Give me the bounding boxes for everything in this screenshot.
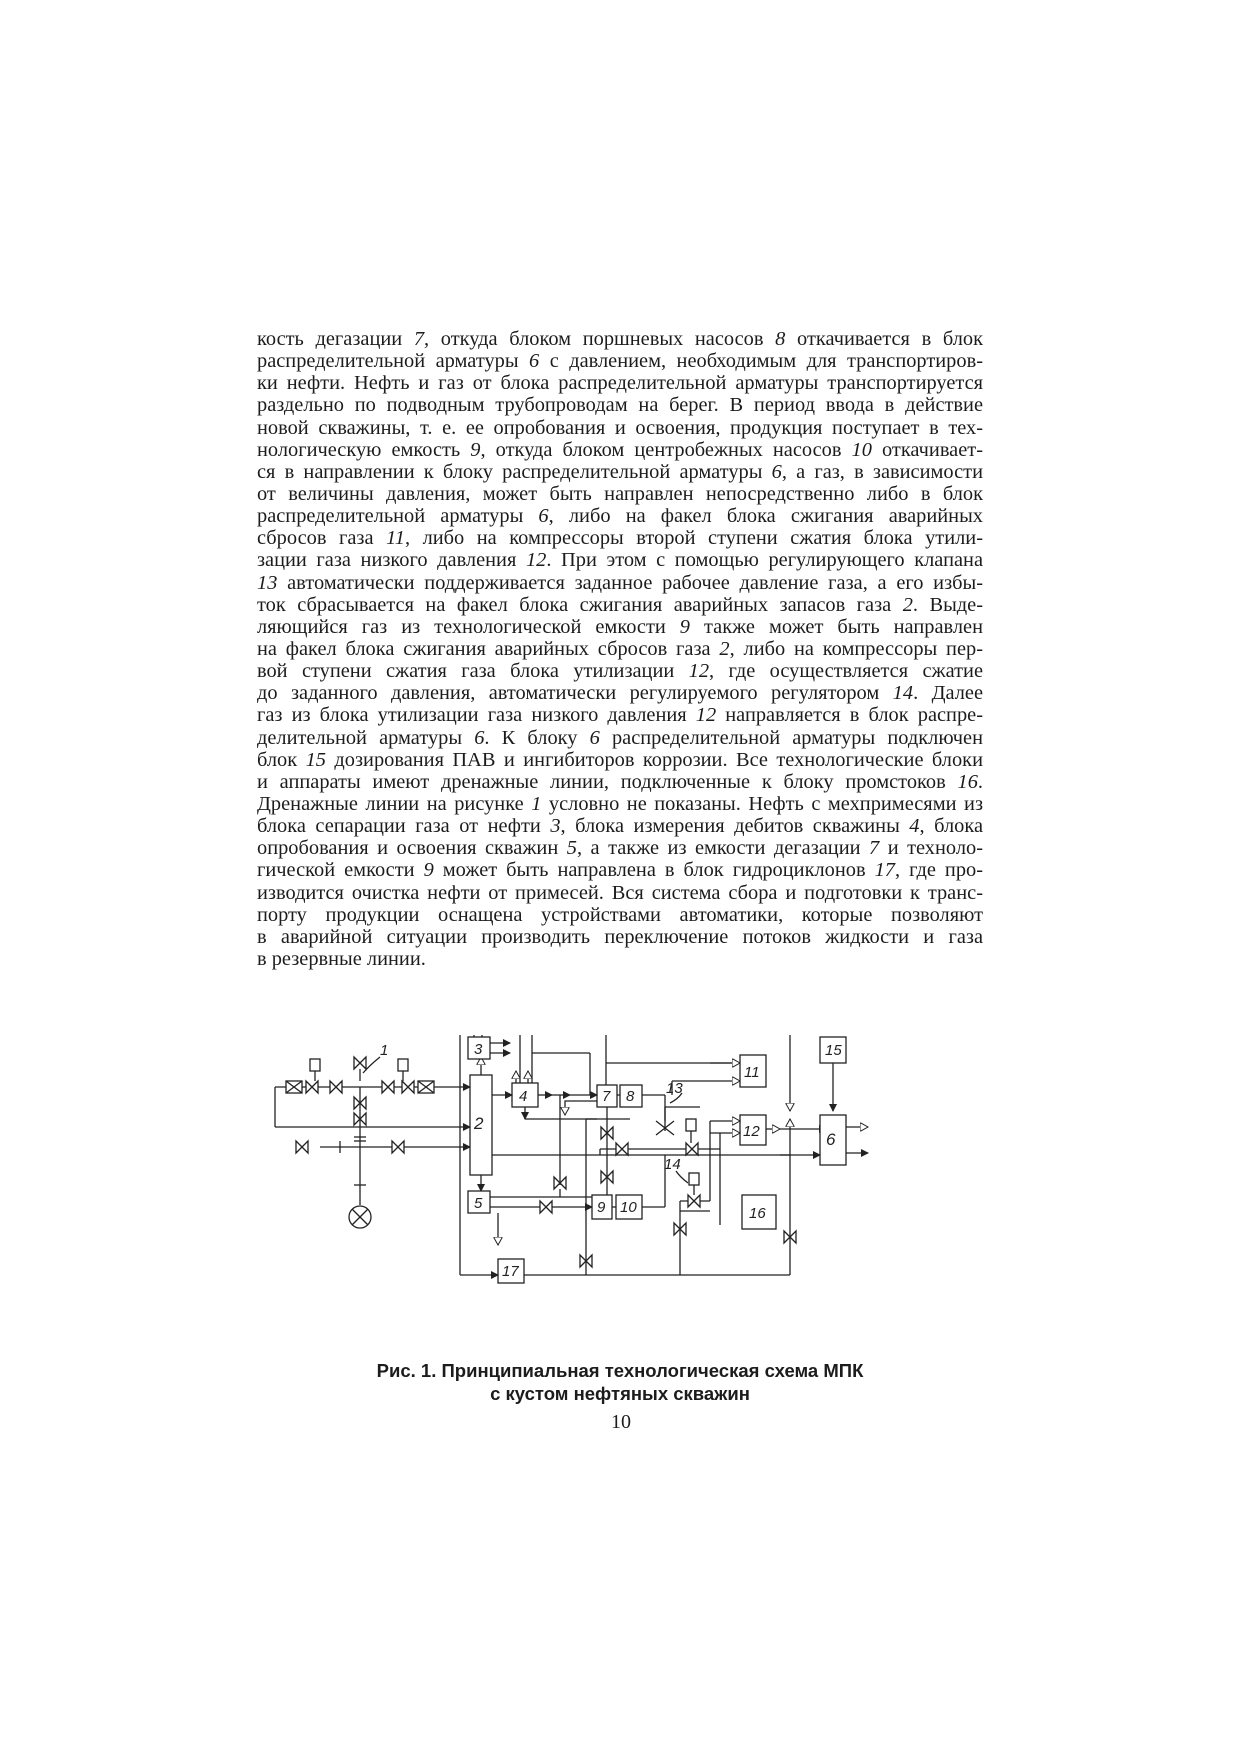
text-line: блок 15 дозирования ПАВ и ингибиторов коррозии. Все технологические блоки (257, 748, 983, 771)
label-1: 1 (380, 1042, 389, 1059)
text-line: ся в направлении к блоку распределительной арматуры 6, а газ, в зависимости (257, 460, 983, 483)
text-line: в резервные линии. (257, 947, 426, 970)
text-line: блока сепарации газа от нефти 3, блока измерения дебитов скважины 4, блока (257, 815, 983, 838)
text-line: новой скважины, т. е. ее опробования и освоения, продукция поступает в тех- (257, 416, 983, 439)
valve-icon (306, 1081, 318, 1093)
caption-line-2: с кустом нефтяных скважин (490, 1383, 750, 1404)
text-line: зации газа низкого давления 12. При этом с помощью регулирующего клапана (257, 549, 983, 572)
valve-icon (382, 1081, 394, 1093)
text-line: опробования и освоения скважин 5, а также из емкости дегазации 7 и техноло- (257, 837, 983, 860)
text-line: в аварийной ситуации производить переключение потоков жидкости и газа (257, 925, 983, 948)
label-11: 11 (744, 1064, 760, 1081)
text-line: ки нефти. Нефть и газ от блока распределительной арматуры транспортируется (257, 372, 983, 395)
label-10: 10 (620, 1199, 637, 1216)
text-line: порту продукции оснащена устройствами автоматики, которые позволяют (257, 903, 983, 926)
label-6: 6 (826, 1130, 836, 1149)
valve-icon (286, 1081, 302, 1093)
text-line: нологическую емкость 9, откуда блоком центробежных насосов 10 откачивает- (257, 438, 983, 461)
text-line: сбросов газа 11, либо на компрессоры второй ступени сжатия блока утили- (257, 527, 983, 550)
valve-icon (418, 1081, 434, 1093)
actuator-icon (398, 1059, 408, 1071)
valve-icon (330, 1081, 342, 1093)
text-line: и аппараты имеют дренажные линии, подключенные к блоку промстоков 16. (257, 770, 983, 793)
label-9: 9 (597, 1199, 606, 1216)
text-line: раздельно по подводным трубопроводам на берег. В период ввода в действие (257, 394, 983, 417)
label-16: 16 (749, 1205, 766, 1222)
valve-icon (540, 1201, 552, 1213)
text-line: 13 автоматически поддерживается заданное рабочее давление газа, а его избы- (257, 571, 983, 594)
valve-icon (296, 1141, 308, 1153)
text-line: Дренажные линии на рисунке 1 условно не показаны. Нефть с мехпримесями из (257, 792, 983, 815)
text-line: кость дегазации 7, откуда блоком поршневых насосов 8 откачивается в блок (257, 328, 984, 350)
text-line: от величины давления, может быть направлен непосредственно либо в блок (257, 482, 983, 505)
caption-line-1: Рис. 1. Принципиальная технологическая схема МПК (376, 1360, 864, 1381)
actuator-icon (686, 1119, 696, 1131)
label-4: 4 (519, 1088, 528, 1105)
text-line: ток сбрасывается на факел блока сжигания аварийных запасов газа 2. Выде- (257, 593, 983, 616)
text-line: делительной арматуры 6. К блоку 6 распределительной арматуры подключен (257, 726, 983, 749)
valve-icon (392, 1141, 404, 1153)
valve-icon (686, 1143, 698, 1155)
process-flow-diagram (270, 1035, 970, 1345)
text-line: гической емкости 9 может быть направлена в блок гидроциклонов 17, где про- (257, 859, 983, 882)
label-8: 8 (626, 1088, 635, 1105)
figure-caption (257, 1359, 983, 1405)
text-line: распределительной арматуры 6 с давлением, необходимым для транспортиров- (257, 350, 983, 373)
text-line: до заданного давления, автоматически регулируемого регулятором 14. Далее (257, 682, 983, 705)
text-line: газ из блока утилизации газа низкого давления 12 направляется в блок распре- (257, 704, 983, 727)
valve-icon (616, 1143, 628, 1155)
text-line: ляющийся газ из технологической емкости 9 также может быть направлен (257, 615, 983, 638)
body-text (257, 328, 983, 970)
diagram-svg (270, 1035, 970, 1345)
label-5: 5 (474, 1195, 483, 1212)
text-line: распределительной арматуры 6, либо на факел блока сжигания аварийных (257, 505, 983, 528)
actuator-icon (310, 1059, 320, 1071)
label-17: 17 (502, 1263, 519, 1280)
valve-icon (688, 1195, 700, 1207)
text-line: изводится очистка нефти от примесей. Вся система сбора и подготовки к транс- (257, 881, 983, 904)
label-3: 3 (474, 1041, 483, 1058)
valve-icon (402, 1081, 414, 1093)
label-7: 7 (602, 1088, 611, 1105)
label-2: 2 (474, 1114, 484, 1133)
label-13: 13 (666, 1080, 683, 1097)
page-number: 10 (611, 1411, 631, 1433)
label-12: 12 (743, 1123, 760, 1140)
text-line: вой ступени сжатия газа блока утилизации 12, где осуществляется сжатие (257, 660, 983, 683)
label-15: 15 (825, 1042, 842, 1059)
label-14: 14 (664, 1156, 681, 1173)
text-line: на факел блока сжигания аварийных сбросов газа 2, либо на компрессоры пер- (257, 637, 983, 660)
valve-icon (354, 1057, 366, 1069)
actuator-icon (689, 1173, 699, 1185)
